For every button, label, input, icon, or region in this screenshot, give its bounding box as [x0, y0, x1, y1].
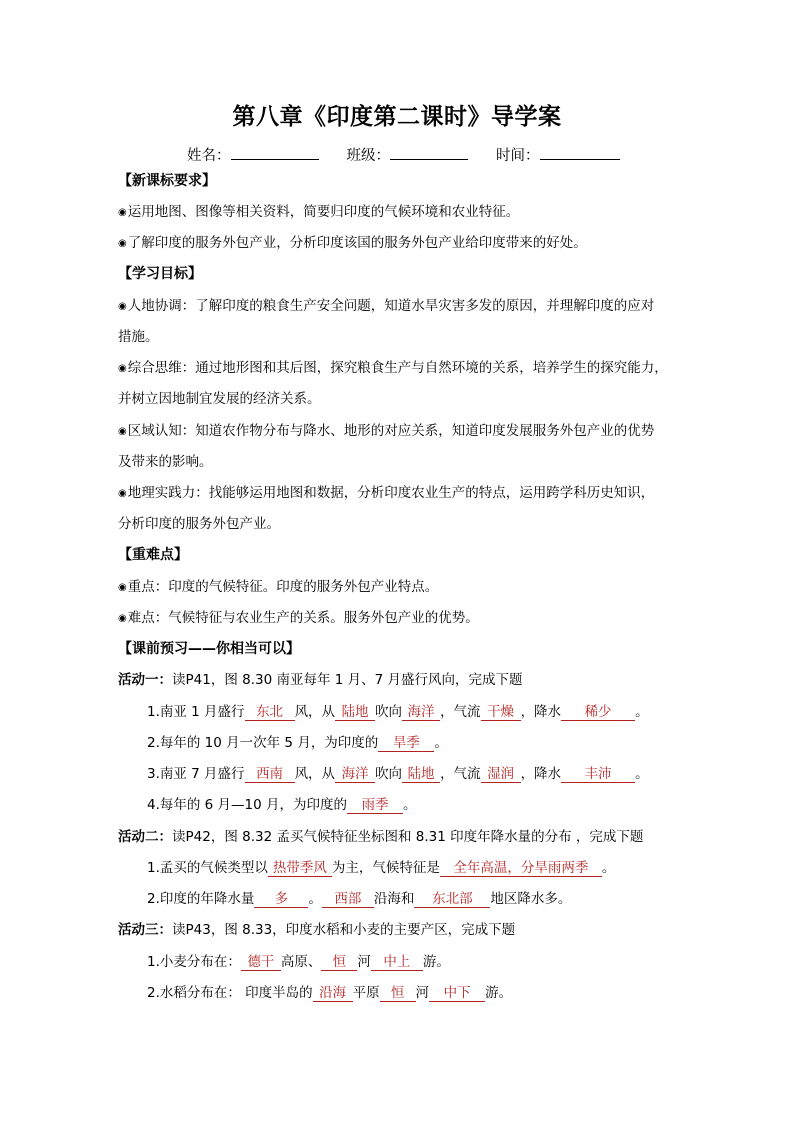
text-fragment: 。 — [403, 797, 417, 813]
text-fragment: 2.水稻分布在： 印度半岛的 — [147, 985, 313, 1001]
answer-blank[interactable]: 德干 — [241, 954, 281, 971]
text-fragment: 2.每年的 10 月一次年 5 月，为印度的 — [147, 735, 379, 751]
text-fragment: 风，从 — [294, 766, 336, 782]
activity-2-label: 活动二： — [118, 829, 172, 845]
goal-item-continuation: 并树立因地制宜发展的经济关系。 — [118, 391, 321, 407]
activity-1-question-1 — [147, 703, 649, 721]
text-fragment: 高原、 — [280, 954, 322, 970]
page-title: 第八章《印度第二课时》导学案 — [232, 104, 562, 130]
text-fragment: 2.印度的年降水量 — [147, 891, 255, 907]
text-fragment: 重点：印度的气候特征。印度的服务外包产业特点。 — [127, 579, 439, 595]
text-fragment: 地区降水多。 — [490, 891, 572, 907]
bullet-icon: ◉ — [118, 613, 127, 624]
goal-item-line — [118, 359, 668, 378]
goal-item-continuation: 及带来的影响。 — [118, 454, 213, 470]
text-fragment: 。 — [308, 891, 322, 907]
goals-heading: 【学习目标】 — [118, 266, 202, 282]
activity-2-question-2 — [147, 890, 571, 908]
time-label: 时间： — [496, 148, 540, 164]
answer-blank[interactable]: 全年高温，分旱雨两季 — [440, 860, 602, 877]
answer-blank[interactable]: 西部 — [322, 891, 374, 908]
text-fragment: 读P43，图 8.33，印度水稻和小麦的主要产区，完成下题 — [172, 922, 516, 938]
key-point-item — [118, 578, 438, 597]
text-fragment: 。 — [635, 766, 649, 782]
class-label: 班级： — [346, 148, 390, 164]
answer-blank[interactable]: 东北 — [245, 704, 295, 721]
text-fragment: 吹向 — [375, 766, 403, 782]
answer-blank[interactable]: 中上 — [371, 954, 423, 971]
text-fragment: 4.每年的 6 月—10 月，为印度的 — [147, 797, 348, 813]
text-fragment: ，降水 — [520, 766, 562, 782]
text-fragment: 。 — [635, 704, 649, 720]
answer-blank[interactable]: 陆地 — [402, 766, 440, 783]
text-fragment: 为主，气候特征是 — [331, 860, 440, 876]
text-fragment: 。 — [434, 735, 448, 751]
text-fragment: 地理实践力：找能够运用地图和数据，分析印度农业生产的特点，运用跨学科历史知识， — [127, 485, 655, 501]
key-points-heading: 【重难点】 — [118, 547, 188, 563]
standards-item — [118, 234, 587, 253]
text-fragment: 运用地图、图像等相关资料，简要归印度的气候环境和农业特征。 — [127, 204, 520, 220]
answer-blank[interactable]: 丰沛 — [561, 766, 635, 783]
activity-3-label: 活动三： — [118, 922, 172, 938]
text-fragment: 难点：气候特征与农业生产的关系。服务外包产业的优势。 — [127, 610, 479, 626]
bullet-icon: ◉ — [118, 363, 127, 374]
text-fragment: 区域认知：知道农作物分布与降水、地形的对应关系，知道印度发展服务外包产业的优势 — [127, 423, 655, 439]
answer-blank[interactable]: 沿海 — [313, 985, 353, 1002]
answer-blank[interactable]: 湿润 — [481, 766, 521, 783]
goal-item-line — [118, 297, 654, 316]
activity-3-intro — [118, 921, 515, 939]
answer-blank[interactable]: 东北部 — [414, 891, 490, 908]
text-fragment: 1.小麦分布在： — [147, 954, 241, 970]
bullet-icon: ◉ — [118, 582, 127, 593]
text-fragment: ，气流 — [440, 704, 481, 720]
text-fragment: 沿海和 — [373, 891, 415, 907]
text-fragment: 风，从 — [294, 704, 336, 720]
answer-blank[interactable]: 雨季 — [347, 797, 403, 814]
text-fragment: ，降水 — [520, 704, 562, 720]
goal-item-continuation: 分析印度的服务外包产业。 — [118, 516, 280, 532]
bullet-icon: ◉ — [118, 488, 127, 499]
answer-blank[interactable]: 陆地 — [335, 704, 375, 721]
text-fragment: 平原 — [352, 985, 380, 1001]
answer-blank[interactable]: 恒 — [380, 985, 416, 1002]
activity-3-question-2 — [147, 984, 512, 1002]
bullet-icon: ◉ — [118, 301, 127, 312]
text-fragment: 了解印度的服务外包产业，分析印度该国的服务外包产业给印度带来的好处。 — [127, 235, 587, 251]
goal-item-continuation: 措施。 — [118, 329, 159, 345]
activity-2-intro — [118, 828, 643, 846]
answer-blank[interactable]: 多 — [254, 891, 308, 908]
activity-1-question-4 — [147, 796, 417, 814]
class-blank[interactable] — [390, 145, 468, 160]
text-fragment: 读P42，图 8.32 孟买气候特征坐标图和 8.31 印度年降水量的分布 ，完成下题 — [172, 829, 644, 845]
activity-2-question-1 — [147, 859, 615, 877]
bullet-icon: ◉ — [118, 207, 127, 218]
standards-item — [118, 203, 519, 222]
text-fragment: ，气流 — [440, 766, 481, 782]
standards-heading: 【新课标要求】 — [118, 173, 216, 189]
text-fragment: 吹向 — [375, 704, 403, 720]
bullet-icon: ◉ — [118, 238, 127, 249]
text-fragment: 河 — [357, 954, 371, 970]
student-info-row — [187, 144, 620, 165]
text-fragment: 读P41，图 8.30 南亚每年 1 月、7 月盛行风向，完成下题 — [172, 672, 523, 688]
answer-blank[interactable]: 恒 — [321, 954, 357, 971]
key-point-item — [118, 609, 479, 628]
answer-blank[interactable]: 稀少 — [561, 704, 635, 721]
text-fragment: 河 — [415, 985, 430, 1001]
answer-blank[interactable]: 旱季 — [378, 735, 434, 752]
answer-blank[interactable]: 西南 — [245, 766, 295, 783]
name-label: 姓名： — [187, 148, 231, 164]
goal-item-line — [118, 422, 654, 441]
name-blank[interactable] — [231, 145, 319, 160]
activity-1-intro — [118, 671, 523, 689]
preview-heading: 【课前预习——你相当可以】 — [118, 641, 300, 657]
time-blank[interactable] — [540, 145, 620, 160]
answer-blank[interactable]: 干燥 — [481, 704, 521, 721]
answer-blank[interactable]: 热带季风 — [268, 860, 332, 877]
goal-item-line — [118, 484, 654, 503]
text-fragment: 人地协调：了解印度的粮食生产安全问题，知道水旱灾害多发的原因，并理解印度的应对 — [127, 298, 655, 314]
text-fragment: 综合思维：通过地形图和其后图，探究粮食生产与自然环境的关系，培养学生的探究能力， — [127, 360, 668, 376]
text-fragment: 1.孟买的气候类型以 — [147, 860, 268, 876]
text-fragment: 1.南亚 1 月盛行 — [147, 704, 245, 720]
answer-blank[interactable]: 海洋 — [335, 766, 375, 783]
activity-1-question-2 — [147, 734, 448, 752]
answer-blank[interactable]: 海洋 — [402, 704, 440, 721]
text-fragment: 。 — [601, 860, 616, 876]
activity-1-question-3 — [147, 765, 649, 783]
bullet-icon: ◉ — [118, 426, 127, 437]
text-fragment: 游。 — [485, 985, 513, 1001]
text-fragment: 3.南亚 7 月盛行 — [147, 766, 245, 782]
answer-blank[interactable]: 中下 — [429, 985, 485, 1002]
text-fragment: 游。 — [422, 954, 450, 970]
activity-1-label: 活动一： — [118, 672, 172, 688]
activity-3-question-1 — [147, 953, 450, 971]
